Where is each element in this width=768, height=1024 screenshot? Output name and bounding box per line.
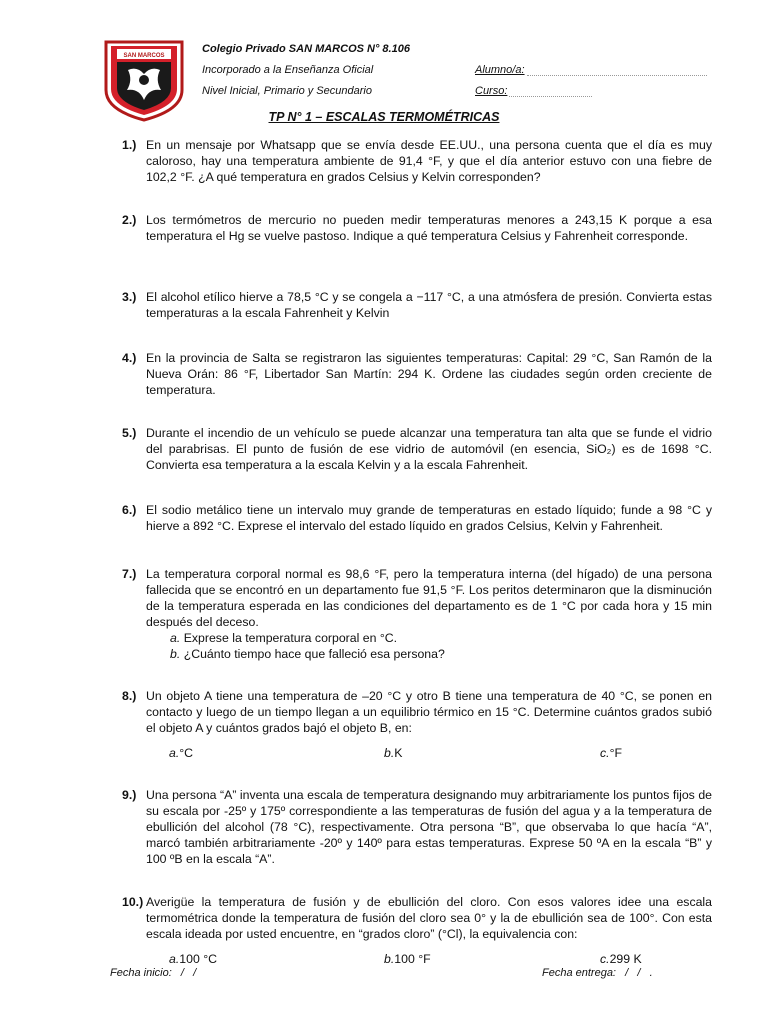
alumno-field[interactable] — [527, 64, 707, 76]
exercise-number: 3.) — [122, 290, 137, 304]
exercise-text: En un mensaje por Whatsapp que se envía desde EE.UU., una persona cuenta que el día es muy caloroso, hay una temperatura ambiente de 91,4 °F, y que el día anterior estuvo con una fiebre de 102,2 °F. ¿A qué temperatura en grados Celsius y Kelvin corresponden? — [146, 138, 712, 184]
option-c: c. 299 K — [600, 952, 642, 966]
option-a: a. 100 °C — [169, 952, 217, 966]
exercise-text: Durante el incendio de un vehículo se puede alcanzar una temperatura tan alta que se funde el vidrio del parabrisas. El punto de fusión de ese vidrio de automóvil (en esencia, SiO₂) es de 1698 °C. Convierta esa temperatura a la escala Kelvin y a la escala Fahrenheit. — [146, 426, 712, 472]
option-b: b. 100 °F — [384, 952, 431, 966]
item-letter: b. — [170, 647, 181, 661]
exercise-2 — [122, 212, 712, 244]
exercise-4 — [122, 350, 712, 398]
exercise-number: 9.) — [122, 788, 137, 802]
exercise-text: En la provincia de Salta se registraron las siguientes temperaturas: Capital: 29 °C, San Ramón de la Nueva Orán: 86 °F, Libertador San Martín: 294 K. Ordene las ciudades según orden creciente de temperatura. — [146, 351, 712, 397]
exercise-number: 10.) — [122, 895, 144, 909]
exercise-text: Averigüe la temperatura de fusión y de ebullición del cloro. Con esos valores idee una escala termométrica donde la temperatura de fusión del cloro sea 0° y la de ebullición sea de 100°. Con esta escala ideada por usted encuentre, en “grados cloro” (°Cl), la equivalencia con: — [146, 895, 712, 941]
exercise-text: La temperatura corporal normal es 98,6 °F, pero la temperatura interna (del hígado) de una persona fallecida que se encontró en un departamento fue 91,5 °F. Los peritos determinaron que la disminución de la temperatura esperada en las condiciones del departamento es de 1 °C por cada hora y 15 min después del deceso. — [146, 567, 712, 629]
school-name: Colegio Privado SAN MARCOS N° 8.106 — [202, 43, 410, 55]
exercise-number: 5.) — [122, 426, 137, 440]
exercise-7-item-a — [170, 630, 712, 646]
item-text: Exprese la temperatura corporal en °C. — [183, 631, 398, 645]
exercise-3 — [122, 289, 712, 321]
curso-field[interactable] — [509, 85, 592, 97]
exercise-7-item-b — [170, 646, 712, 662]
school-header — [202, 43, 410, 106]
item-text: ¿Cuánto tiempo hace que falleció esa persona? — [183, 647, 445, 661]
alumno-label: Alumno/a: — [475, 64, 525, 76]
curso-label: Curso: — [475, 85, 508, 97]
exercise-7 — [122, 566, 712, 662]
student-info — [475, 64, 707, 106]
item-letter: a. — [170, 631, 181, 645]
exercise-10 — [122, 894, 712, 942]
exercise-9 — [122, 787, 712, 867]
svg-text:SAN MARCOS: SAN MARCOS — [123, 53, 165, 59]
exercise-8 — [122, 688, 712, 736]
exercise-1 — [122, 137, 712, 185]
exercise-text: El sodio metálico tiene un intervalo muy grande de temperaturas en estado líquido; funde a 98 °C y hierve a 892 °C. Exprese el intervalo del estado líquido en grados Celsius, Kelvin y Fahrenheit. — [146, 503, 712, 533]
exercise-5 — [122, 425, 712, 473]
exercise-text: Los termómetros de mercurio no pueden medir temperaturas menores a 243,15 K porque a esa temperatura el Hg se vuelve pastoso. Indique a qué temperatura Celsius y Fahrenheit corresponde. — [146, 213, 712, 243]
option-a: a. °C — [169, 746, 194, 760]
page-title: TP N° 1 – ESCALAS TERMOMÉTRICAS — [268, 110, 500, 124]
option-b: b. K — [384, 746, 403, 760]
exercise-text: Un objeto A tiene una temperatura de –20 °C y otro B tiene una temperatura de 40 °C, se ponen en contacto y luego de un tiempo llegan a un equilibrio térmico en 15 °C. Determine cuántos grados subió el objeto A y cuántos grados bajó el objeto B, en: — [146, 689, 712, 735]
exercise-number: 1.) — [122, 138, 137, 152]
exercise-text: El alcohol etílico hierve a 78,5 °C y se congela a −117 °C, a una atmósfera de presión. Convierta estas temperaturas a la escala Fahrenheit y Kelvin — [146, 290, 712, 320]
due-date: Fecha entrega: / / . — [542, 967, 653, 979]
school-subtitle: Incorporado a la Enseñanza Oficial — [202, 64, 374, 76]
exercise-number: 7.) — [122, 567, 137, 581]
exercise-text: Una persona “A” inventa una escala de temperatura designando muy arbitrariamente los puntos fijos de su escala por -25º y 175º correspondiente a las temperaturas de fusión del agua y a la temperatura de ebullición del alcohol (78 °C), respectivamente. Otra persona “B”, que observaba lo que hacía “A”, marcó también arbitrariamente -20º y 140º para estas temperaturas. Exprese 50 ºA en la escala “B” y 100 ºB en la escala “A”. — [146, 788, 712, 866]
exercise-6 — [122, 502, 712, 534]
exercise-number: 2.) — [122, 213, 137, 227]
exercise-number: 6.) — [122, 503, 137, 517]
exercise-number: 4.) — [122, 351, 137, 365]
option-c: c. °F — [600, 746, 623, 760]
school-levels: Nivel Inicial, Primario y Secundario — [202, 85, 372, 97]
exercise-number: 8.) — [122, 689, 137, 703]
start-date: Fecha inicio: / / — [110, 967, 197, 979]
